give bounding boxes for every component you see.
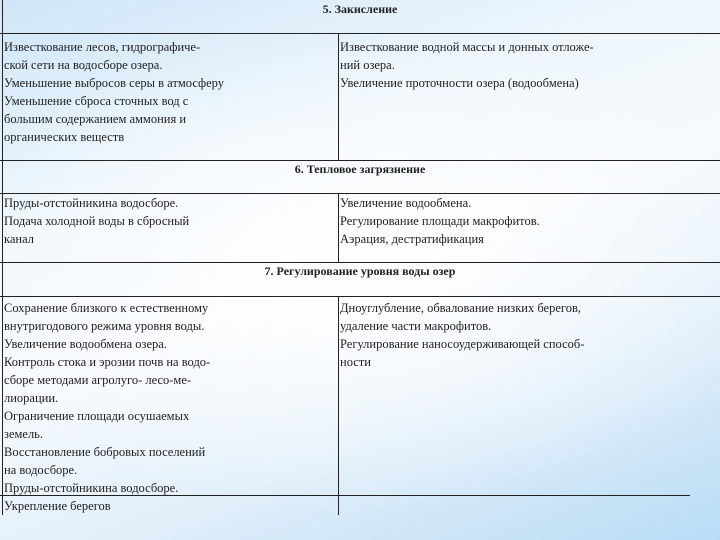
divider [0, 262, 720, 263]
text-line: Известкование лесов, гидрографиче- [4, 40, 201, 54]
section-title: 6. Тепловое загрязнение [294, 162, 426, 176]
text-line: Укрепление берегов [4, 499, 111, 513]
text-line: земель. [4, 427, 44, 441]
text-line: Увеличение проточности озера (водообмена) [340, 76, 579, 90]
text-line: на водосборе. [4, 463, 78, 477]
text-line: Известкование водной массы и донных отложе- [340, 40, 594, 54]
text-line: Увеличение водообмена. [340, 196, 472, 210]
text-line: Регулирование наносоудерживающей способ- [340, 337, 585, 351]
text-line: Ограничение площади осушаемых [4, 409, 190, 423]
section-left-cell [4, 194, 189, 248]
text-line: сборе методами агролуго- лесо-ме- [4, 373, 192, 387]
section-left-cell [4, 299, 210, 515]
text-line: Пруды-отстойникина водосборе. [4, 196, 179, 210]
section-right-cell [340, 299, 584, 371]
text-line: Пруды-отстойникина водосборе. [4, 481, 179, 495]
text-line: удаление части макрофитов. [340, 319, 492, 333]
text-line: Контроль стока и эрозии почв на водо- [4, 355, 211, 369]
table-border-left [2, 0, 3, 515]
text-line: ской сети на водосборе озера. [4, 58, 163, 72]
column-divider [338, 296, 339, 515]
text-line: ности [340, 355, 371, 369]
text-line: Дноуглубление, обвалование низких берегов, [340, 301, 581, 315]
text-line: Подача холодной воды в сбросный [4, 214, 190, 228]
text-line: лиорации. [4, 391, 59, 405]
text-line: ний озера. [340, 58, 395, 72]
text-line: Регулирование площади макрофитов. [340, 214, 540, 228]
divider [0, 296, 720, 297]
section-right-cell [340, 38, 594, 92]
text-line: Восстановление бобровых поселений [4, 445, 206, 459]
text-line: большим содержанием аммония и [4, 112, 187, 126]
divider [0, 33, 720, 34]
text-line: органических веществ [4, 130, 125, 144]
section-title: 5. Закисление [322, 2, 398, 16]
section-left-cell [4, 38, 224, 146]
section-right-cell [340, 194, 540, 248]
column-divider [338, 193, 339, 262]
section-title: 7. Регулирование уровня воды озер [264, 264, 456, 278]
divider [0, 160, 720, 161]
text-line: канал [4, 232, 35, 246]
text-line: Аэрация, дестратификация [340, 232, 484, 246]
text-line: внутригодового режима уровня воды. [4, 319, 205, 333]
text-line: Уменьшение сброса сточных вод с [4, 94, 189, 108]
text-line: Уменьшение выбросов серы в атмосферу [4, 76, 225, 90]
text-line: Сохранение близкого к естественному [4, 301, 209, 315]
column-divider [338, 33, 339, 160]
text-line: Увеличение водообмена озера. [4, 337, 167, 351]
